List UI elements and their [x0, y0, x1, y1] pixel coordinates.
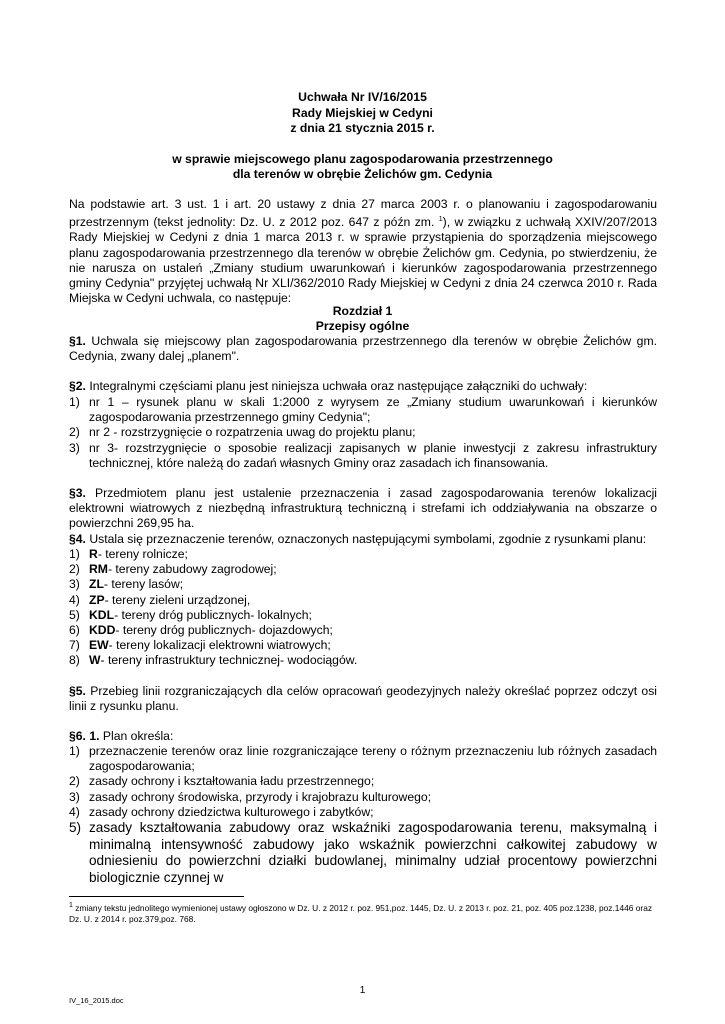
list-item — [69, 547, 657, 562]
land-use-symbol: R — [89, 547, 98, 561]
list-item — [69, 790, 657, 805]
list-item-number: 2) — [69, 562, 80, 577]
list-item-number: 3) — [69, 789, 80, 804]
list-item — [69, 562, 657, 577]
list-item-text: - tereny zabudowy zagrodowej; — [107, 562, 277, 577]
section-3-text: Przedmiotem planu jest ustalenie przeznaczenia i zasad zagospodarowania terenów lokalizacji elektrowni wiatrowych z niezbędną infrastrukturą techniczną i strefami ich oddziaływania na obszarze o powierzchni 269,95 ha. — [69, 486, 657, 531]
land-use-symbol: KDD — [89, 623, 116, 638]
land-use-symbol: KDL — [89, 607, 115, 622]
list-item — [69, 395, 657, 425]
footnote — [69, 900, 659, 925]
land-use-symbol: RM — [89, 562, 108, 577]
footnote-separator — [69, 896, 244, 897]
list-item — [69, 425, 657, 440]
list-item — [69, 577, 657, 592]
section-1-text: Uchwala się miejscowy plan zagospodarowania przestrzennego dla terenów w obrębie Żelichów gm. Cedynia, zwany dalej „planem". — [69, 334, 657, 364]
subject-line-1: w sprawie miejscowego planu zagospodarowania przestrzennego — [172, 152, 553, 166]
list-item-number: 1) — [69, 744, 80, 758]
list-item-text: przeznaczenie terenów oraz linie rozgraniczające tereny o różnym przeznaczeniu lub różnych zasadach zagospodarowania; — [89, 744, 657, 774]
land-use-symbol: W — [89, 653, 101, 668]
footnote-reference: 1 — [438, 216, 443, 224]
subject-line-2: dla terenów w obrębie Żelichów gm. Cedynia — [232, 167, 493, 181]
list-item — [69, 441, 657, 471]
section-3-label: §3. — [69, 486, 86, 500]
list-item-number: 2) — [69, 425, 80, 440]
list-item-text: zasady ochrony dziedzictwa kulturowego i zabytków; — [89, 804, 374, 819]
section-5 — [69, 684, 657, 714]
footnote-marker: 1 — [69, 902, 73, 909]
land-use-symbol: ZL — [89, 577, 104, 592]
list-item-text: - tereny infrastruktury technicznej- wodociągów. — [100, 653, 358, 668]
preamble-part-1: Na podstawie art. 3 ust. 1 i art. 20 ustawy z dnia 27 marca 2003 r. o planowaniu i zagospodarowaniu przestrzennym (tekst jednolity: Dz. U. z 2012 poz. 647 z późn zm. — [69, 197, 657, 230]
list-item-text: nr 1 – rysunek planu w skali 1:2000 z wyrysem ze „Zmiany studium uwarunkowań i kierunków zagospodarowania przestrzennego gminy Cedynia"; — [89, 395, 657, 425]
section-5-text: Przebieg linii rozgraniczających dla celów opracowań geodezyjnych należy określać poprzez odczyt osi linii z rysunku planu. — [69, 684, 657, 714]
section-6-list — [69, 744, 657, 886]
section-4-label: §4. — [69, 532, 86, 546]
chapter-title: Rozdział 1 — [332, 304, 393, 318]
list-item-number: 3) — [69, 440, 80, 455]
section-6-text: Plan określa: — [99, 729, 174, 743]
list-item-text: nr 3- rozstrzygnięcie o sposobie realizacji zapisanych w planie inwestycji z zakresu infrastruktury technicznej, które należą do zadań własnych Gminy oraz zasadach ich finansowania. — [89, 440, 657, 470]
list-item-number: 2) — [69, 774, 80, 789]
section-4 — [69, 532, 657, 547]
list-item-number: 1) — [69, 395, 80, 409]
list-item-text: - tereny lasów; — [103, 577, 184, 592]
council-name: Rady Miejskiej w Cedyni — [292, 106, 433, 120]
list-item-text: - tereny lokalizacji elektrowni wiatrowych; — [108, 638, 331, 653]
list-item-text: zasady kształtowania zabudowy oraz wskaźniki zagospodarowania terenu, maksymalną i minimalną intensywność zabudowy jako wskaźnik powierzchni całkowitej zabudowy w odniesieniu do powierzchni działki budowlanej, minimalny udział procentowy powierzchni biologicznie czynnej w — [89, 820, 657, 885]
list-item — [69, 774, 657, 789]
file-name: IV_16_2015.doc — [69, 996, 124, 1005]
chapter-subtitle: Przepisy ogólne — [315, 319, 410, 333]
preamble-part-2: ), w związku z uchwałą XXIV/207/2013 Rady Miejskiej w Cedyni z dnia 1 marca 2013 r. w sprawie przystąpienia do sporządzenia miejscowego planu zagospodarowania przestrzennego dla terenów w obrębie Żelichów gm. Cedynia, po stwierdzeniu, że nie narusza on ustaleń „Zmiany studium uwarunkowań i kierunków zagospodarowania przestrzennego gminy Cedynia" przyjętej uchwałą Nr XLI/362/2010 Rady Miejskiej w Cedyni z dnia 24 czerwca 2010 r. Rada Miejska w Cedyni uchwala, co następuje: — [69, 215, 657, 306]
section-1 — [69, 334, 657, 364]
list-item-text: - tereny zieleni urządzonej, — [104, 592, 251, 607]
section-5-label: §5. — [69, 684, 86, 698]
section-1-label: §1. — [69, 334, 86, 348]
section-2-label: §2. — [69, 379, 86, 393]
list-item — [69, 608, 657, 623]
list-item-text: zasady ochrony i kształtowania ładu przestrzennego; — [89, 774, 375, 789]
list-item — [69, 653, 657, 668]
list-item-number: 6) — [69, 623, 80, 638]
list-item — [69, 638, 657, 653]
list-item-number: 1) — [69, 547, 80, 561]
list-item — [69, 623, 657, 638]
land-use-symbol: EW — [89, 638, 109, 653]
list-item-number: 4) — [69, 592, 80, 607]
resolution-number: Uchwała Nr IV/16/2015 — [298, 90, 427, 104]
page-number: 1 — [359, 985, 366, 996]
list-item-text: - tereny dróg publicznych- lokalnych; — [114, 607, 312, 622]
list-item-text: - tereny rolnicze; — [97, 547, 188, 561]
list-item-number: 8) — [69, 653, 80, 668]
list-item-number: 5) — [69, 820, 82, 836]
list-item — [69, 820, 657, 886]
section-6-label: §6. 1. — [69, 729, 100, 743]
list-item — [69, 744, 657, 774]
list-item-number: 5) — [69, 607, 80, 622]
land-use-symbol: ZP — [89, 592, 105, 607]
section-4-text: Ustala się przeznaczenie terenów, oznaczonych następującymi symbolami, zgodnie z rysunkami planu: — [85, 532, 647, 546]
list-item-text: - tereny dróg publicznych- dojazdowych; — [115, 623, 333, 638]
preamble — [69, 197, 657, 306]
list-item-number: 4) — [69, 804, 80, 819]
list-item-number: 7) — [69, 638, 80, 653]
list-item — [69, 593, 657, 608]
section-2 — [69, 379, 657, 394]
section-6 — [69, 729, 657, 744]
section-2-list — [69, 395, 657, 471]
list-item-text: nr 2 - rozstrzygnięcie o rozpatrzenia uwag do projektu planu; — [89, 425, 416, 440]
section-2-text: Integralnymi częściami planu jest niniejsza uchwała oraz następujące załączniki do uchwały: — [85, 379, 588, 393]
section-4-list — [69, 547, 657, 669]
section-3 — [69, 486, 657, 532]
list-item-number: 3) — [69, 577, 80, 592]
resolution-date: z dnia 21 stycznia 2015 r. — [290, 121, 435, 135]
footnote-text: zmiany tekstu jednolitego wymienionej ustawy ogłoszono w Dz. U. z 2012 r. poz. 951,poz. 1445, Dz. U. z 2013 r. poz. 21, poz. 405 poz.1238, poz.1446 oraz Dz. U. z 2014 r. poz.379,poz. 768. — [69, 902, 653, 924]
list-item-text: zasady ochrony środowiska, przyrody i krajobrazu kulturowego; — [89, 789, 432, 804]
list-item — [69, 805, 657, 820]
